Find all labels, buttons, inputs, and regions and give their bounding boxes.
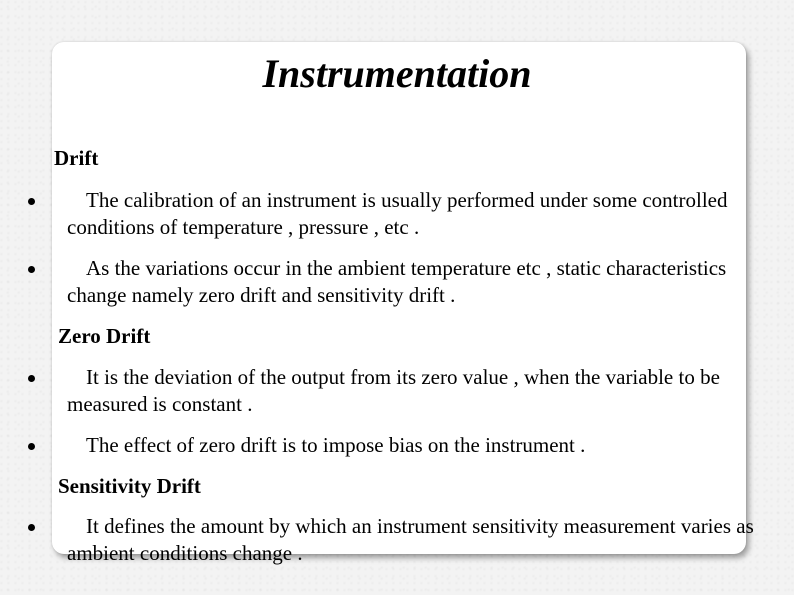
section-heading-drift: Drift (54, 146, 99, 170)
section-heading-sensitivity-drift: Sensitivity Drift (58, 474, 201, 498)
bullet-text: As the variations occur in the ambient temperature etc , static characteristics change namely zero drift and sensitivity drift . (67, 256, 727, 307)
bullet-icon (28, 443, 35, 450)
bullet-text: The effect of zero drift is to impose bias on the instrument . (86, 433, 586, 457)
bullet-icon (28, 375, 35, 382)
bullet-text: It defines the amount by which an instrument sensitivity measurement varies as ambient conditions change . (67, 514, 754, 565)
bullet-icon (28, 524, 35, 531)
bullet-icon (28, 198, 35, 205)
section-heading-zero-drift: Zero Drift (58, 324, 151, 348)
bullet-text: It is the deviation of the output from its zero value , when the variable to be measured is constant . (67, 365, 720, 416)
bullet-text: The calibration of an instrument is usually performed under some controlled conditions of temperature , pressure , etc . (67, 188, 728, 239)
bullet-icon (28, 266, 35, 273)
slide-title: Instrumentation (262, 51, 532, 96)
